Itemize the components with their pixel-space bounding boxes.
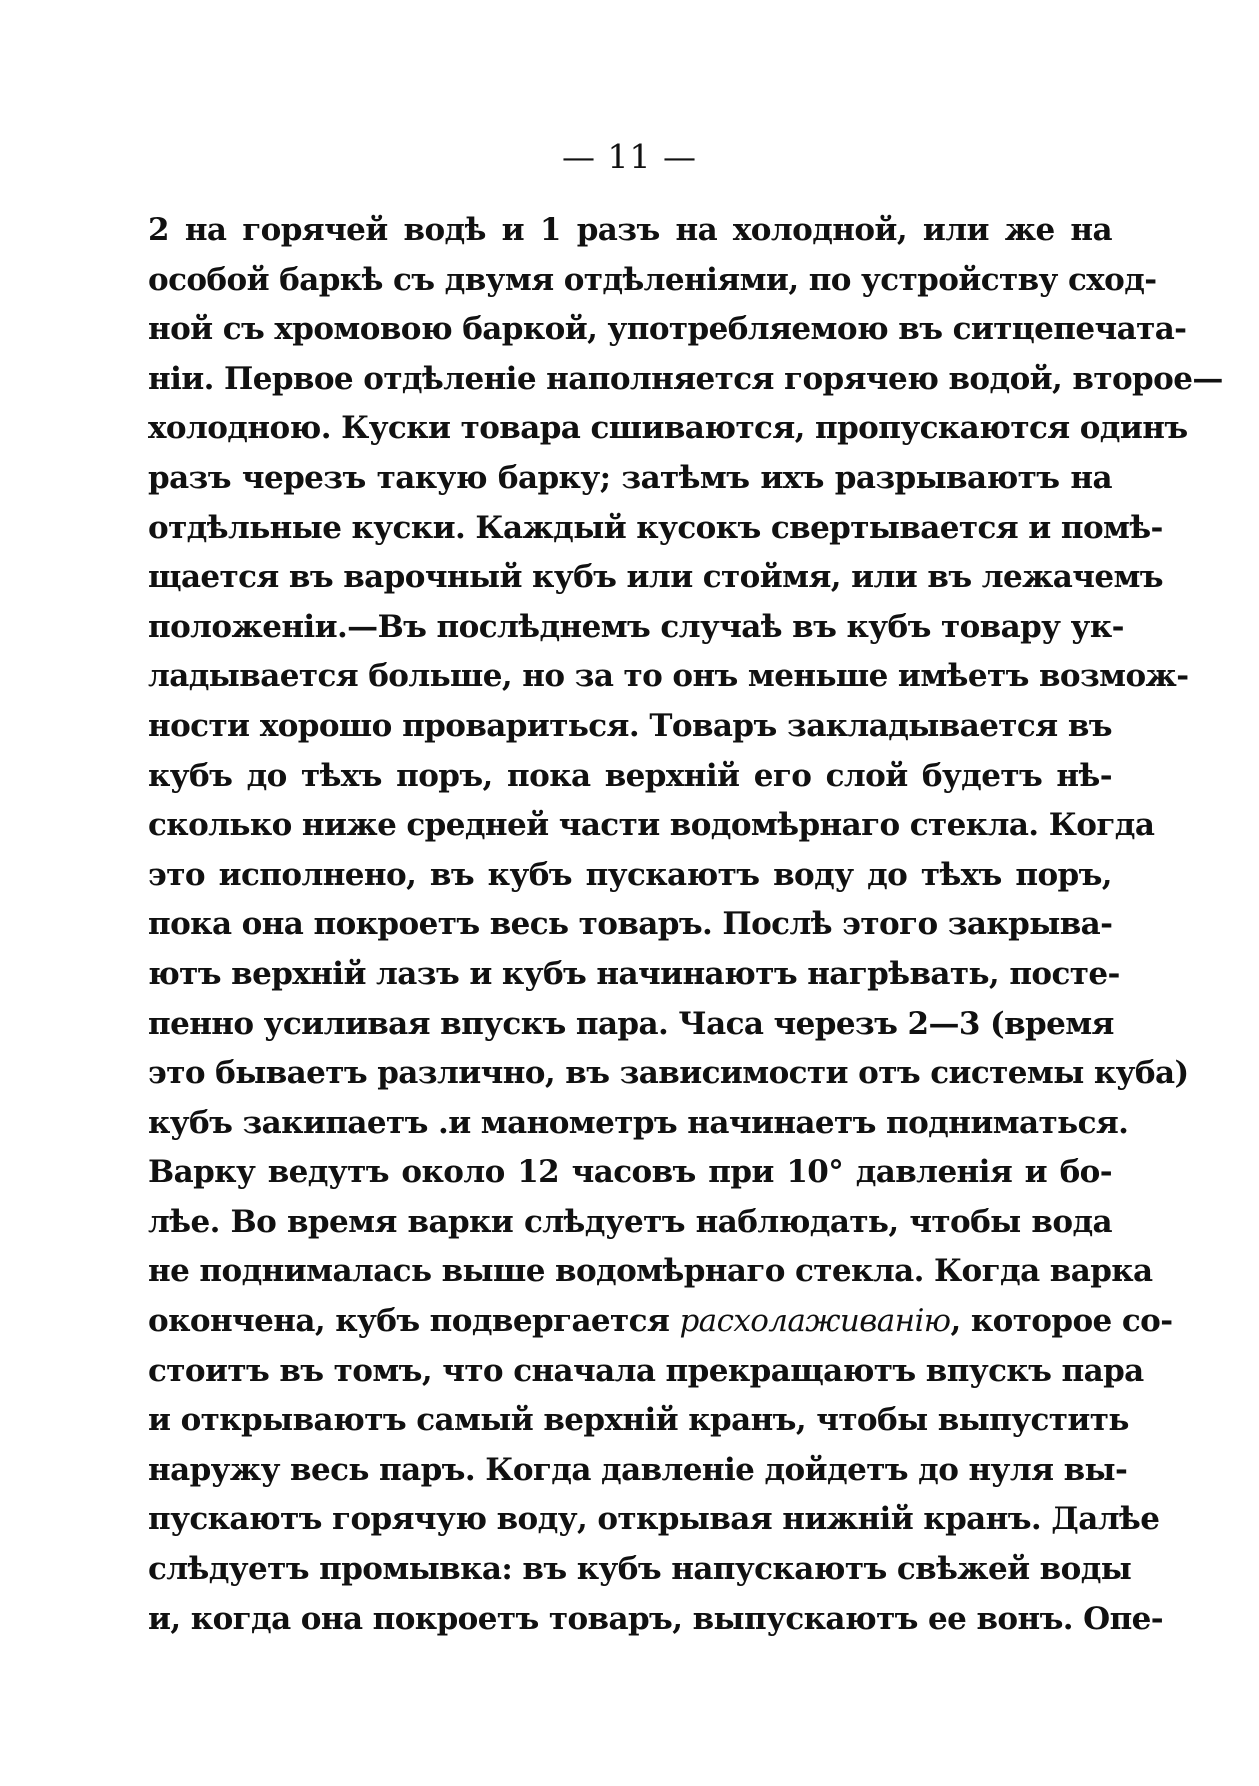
text-line: стоитъ въ томъ, что сначала прекращаютъ впускъ пара [148, 1352, 1144, 1389]
text-line: пока она покроетъ весь товаръ. Послѣ этого закрыва- [148, 906, 1113, 943]
body-text [148, 206, 1223, 1644]
text-line: ности хорошо провариться. Товаръ закладывается въ [148, 707, 1112, 744]
text-line: отдѣльные куски. Каждый кусокъ свертывается и помѣ- [148, 509, 1163, 546]
text-line: Варку ведутъ около 12 часовъ при 10° давленія и бо- [148, 1154, 1112, 1191]
text-fragment: окончена, кубъ подвергается [148, 1303, 680, 1340]
text-line: сколько ниже средней части водомѣрнаго стекла. Когда [148, 807, 1155, 844]
text-line: не поднималась выше водомѣрнаго стекла. Когда варка [148, 1253, 1153, 1290]
text-line: это бываетъ различно, въ зависимости отъ системы куба) [148, 1055, 1189, 1092]
text-line: щается въ варочный кубъ или стоймя, или въ лежачемъ [148, 559, 1163, 596]
text-line-with-italic [148, 1297, 1173, 1347]
text-line: холодною. Куски товара сшиваются, пропускаются одинъ [148, 410, 1188, 447]
text-line: особой баркѣ съ двумя отдѣленіями, по устройству сход- [148, 261, 1157, 298]
text-line: пускаютъ горячую воду, открывая нижній кранъ. Далѣе [148, 1501, 1160, 1538]
text-line: кубъ закипаетъ .и манометръ начинаетъ подниматься. [148, 1104, 1129, 1141]
text-line: ніи. Первое отдѣленіе наполняется горячею водой, второе— [148, 360, 1223, 397]
text-line: ной съ хромовою баркой, употребляемою въ ситцепечата- [148, 311, 1187, 348]
text-line: лѣе. Во время варки слѣдуетъ наблюдать, чтобы вода [148, 1203, 1112, 1240]
text-line: пенно усиливая впускъ пара. Часа черезъ 2—3 (время [148, 1005, 1114, 1042]
text-line: ютъ верхній лазъ и кубъ начинаютъ нагрѣвать, посте- [148, 955, 1120, 992]
text-line: положеніи.—Въ послѣднемъ случаѣ въ кубъ товару ук- [148, 608, 1124, 645]
page-number: — 11 — [562, 137, 697, 176]
text-line: ладывается больше, но за то онъ меньше имѣетъ возмож- [148, 658, 1189, 695]
text-line: кубъ до тѣхъ поръ, пока верхній его слой будетъ нѣ- [148, 757, 1112, 794]
text-line: разъ черезъ такую барку; затѣмъ ихъ разрываютъ на [148, 459, 1112, 496]
text-line: 2 на горячей водѣ и 1 разъ на холодной, или же на [148, 212, 1112, 248]
text-line: это исполнено, въ кубъ пускаютъ воду до тѣхъ поръ, [148, 856, 1112, 893]
text-line: и открываютъ самый верхній кранъ, чтобы выпустить [148, 1402, 1129, 1439]
text-line: и, когда она покроетъ товаръ, выпускаютъ ее вонъ. Опе- [148, 1600, 1164, 1637]
italic-term: расхолаживанію [679, 1303, 951, 1340]
text-line: наружу весь паръ. Когда давленіе дойдетъ до нуля вы- [148, 1451, 1128, 1488]
text-line: слѣдуетъ промывка: въ кубъ напускаютъ свѣжей воды [148, 1551, 1132, 1588]
text-fragment: , которое со- [950, 1303, 1173, 1340]
